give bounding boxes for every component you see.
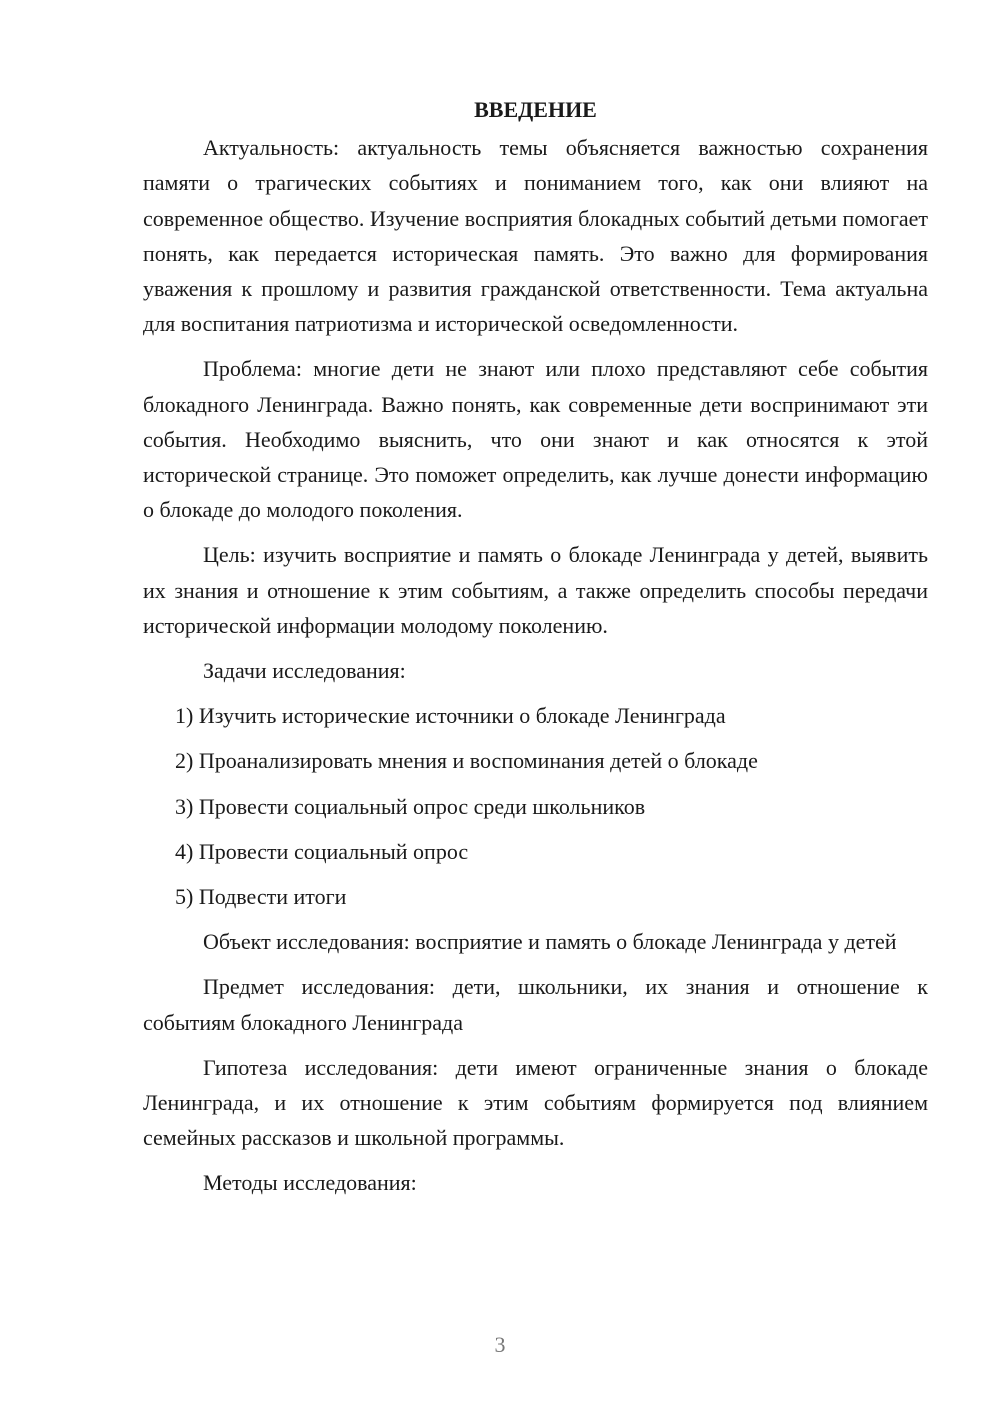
list-item: 1) Изучить исторические источники о блокаде Ленинграда xyxy=(175,703,726,729)
tasks-list xyxy=(143,698,928,914)
section-title: ВВЕДЕНИЕ xyxy=(474,97,597,122)
list-item: 4) Провести социальный опрос xyxy=(175,838,469,864)
paragraph-goal: Цель: изучить восприятие и память о блокаде Ленинграда у детей, выявить их знания и отношение к этим событиям, а также определить способы передачи исторической информации молодому поколению. xyxy=(143,542,928,638)
page-number: 3 xyxy=(494,1332,506,1357)
paragraph-problem: Проблема: многие дети не знают или плохо представляют себе события блокадного Ленинграда. Важно понять, как современные дети воспринимают эти события. Необходимо выяснить, что они знают и как относятся к этой исторической странице. Это поможет определить, как лучше донести информацию о блокаде до молодого поколения. xyxy=(143,356,928,523)
paragraph-object: Объект исследования: восприятие и память о блокаде Ленинграда у детей xyxy=(203,929,897,955)
list-item: 2) Проанализировать мнения и воспоминания детей о блокаде xyxy=(175,748,758,774)
paragraph-subject: Предмет исследования: дети, школьники, их знания и отношение к событиям блокадного Ленинграда xyxy=(143,974,928,1035)
tasks-heading: Задачи исследования: xyxy=(203,658,406,684)
methods-heading: Методы исследования: xyxy=(203,1170,417,1196)
paragraph-hypothesis: Гипотеза исследования: дети имеют ограниченные знания о блокаде Ленинграда, и их отношение к этим событиям формируется под влиянием семейных рассказов и школьной программы. xyxy=(143,1054,928,1151)
list-item: 3) Провести социальный опрос среди школьников xyxy=(175,793,646,819)
paragraph-relevance: Актуальность: актуальность темы объясняется важностью сохранения памяти о трагических событиях и пониманием того, как они влияют на современное общество. Изучение восприятия блокадных событий детьми помогает понять, как передается историческая память. Это важно для формирования уважения к прошлому и развития гражданской ответственности. Тема актуальна для воспитания патриотизма и исторической осведомленности. xyxy=(143,135,928,337)
list-item: 5) Подвести итоги xyxy=(175,884,347,910)
document-page xyxy=(143,92,928,1211)
